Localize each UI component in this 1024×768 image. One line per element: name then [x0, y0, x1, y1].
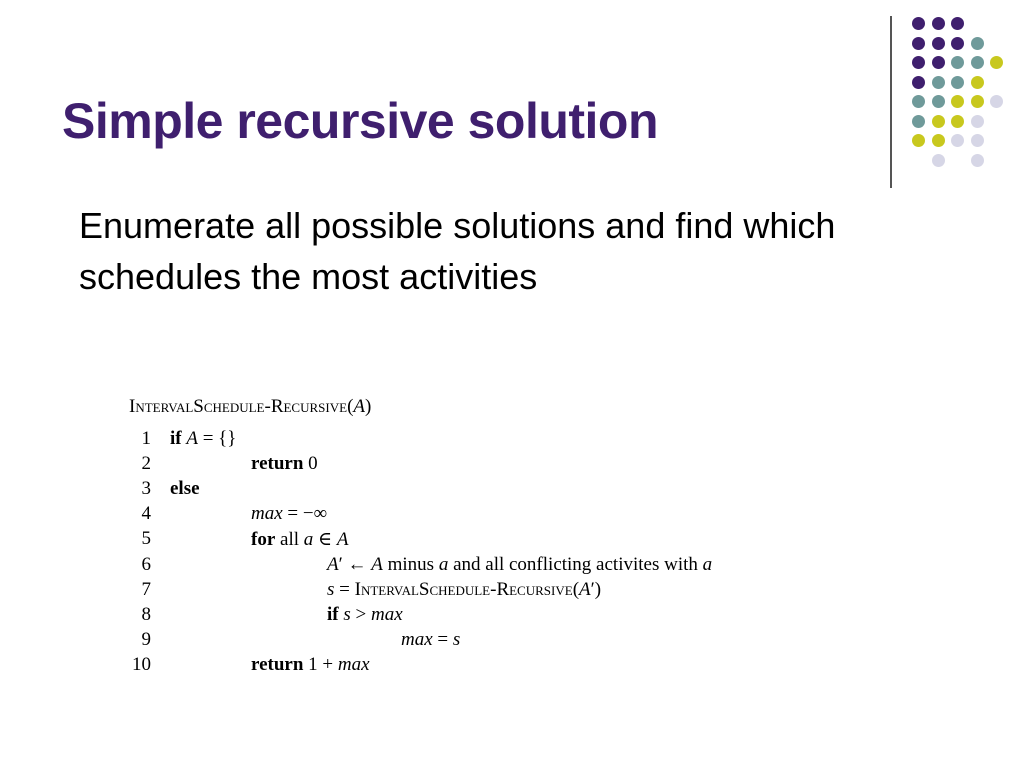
decorative-dot	[932, 37, 945, 50]
decorative-dot	[951, 17, 964, 30]
decorative-dot	[932, 95, 945, 108]
decorative-dot	[951, 56, 964, 69]
decorative-dot	[951, 95, 964, 108]
code-line-6: A′ ← A minus a and all conflicting activites with a	[327, 554, 713, 575]
line-number: 3	[141, 478, 151, 499]
slide-body-text: Enumerate all possible solutions and find which schedules the most activities	[79, 205, 836, 297]
slide-title: Simple recursive solution	[62, 93, 659, 149]
algorithm-name: IntervalSchedule-Recursive	[129, 396, 348, 417]
algorithm-header: IntervalSchedule-Recursive(A)	[129, 396, 372, 417]
line-number: 10	[132, 654, 151, 675]
decorative-dot	[932, 134, 945, 147]
decorative-dot	[971, 76, 984, 89]
decorative-dot	[951, 37, 964, 50]
decorative-dot	[912, 17, 925, 30]
decorative-dot	[912, 95, 925, 108]
decorative-dot	[912, 76, 925, 89]
decorative-dot	[932, 76, 945, 89]
decorative-dot	[932, 56, 945, 69]
code-line-4: max = −∞	[251, 503, 328, 524]
decorative-dot	[971, 154, 984, 167]
line-number: 8	[141, 604, 151, 625]
decorative-dot	[932, 115, 945, 128]
line-number: 1	[141, 428, 151, 449]
line-number: 4	[141, 503, 151, 524]
line-number: 2	[141, 453, 151, 474]
decorative-dot	[951, 76, 964, 89]
code-line-7: s = IntervalSchedule-Recursive(A′)	[327, 579, 602, 600]
decorative-divider	[890, 16, 892, 188]
decorative-dot	[932, 17, 945, 30]
line-number: 6	[141, 554, 151, 575]
code-line-1: if A = {}	[170, 428, 237, 449]
decorative-dot	[932, 154, 945, 167]
decorative-dot	[971, 56, 984, 69]
decorative-dot	[912, 134, 925, 147]
decorative-dot	[951, 115, 964, 128]
code-line-8: if s > max	[327, 604, 403, 625]
line-number: 7	[141, 579, 151, 600]
decorative-dot	[990, 56, 1003, 69]
decorative-dot	[912, 37, 925, 50]
code-line-2: return 0	[251, 453, 318, 474]
decorative-dot	[951, 134, 964, 147]
decorative-dot	[990, 95, 1003, 108]
code-line-9: max = s	[401, 629, 461, 650]
line-number: 9	[141, 629, 151, 650]
code-line-3: else	[170, 478, 200, 499]
line-number: 5	[141, 528, 151, 549]
algorithm-param: A	[353, 396, 365, 417]
decorative-dot	[971, 95, 984, 108]
decorative-dot	[912, 115, 925, 128]
decorative-dot	[912, 56, 925, 69]
code-line-10: return 1 + max	[251, 654, 370, 675]
decorative-dot	[971, 115, 984, 128]
decorative-dot	[971, 37, 984, 50]
code-line-5: for all a ∈ A	[251, 529, 349, 550]
decorative-dot	[971, 134, 984, 147]
